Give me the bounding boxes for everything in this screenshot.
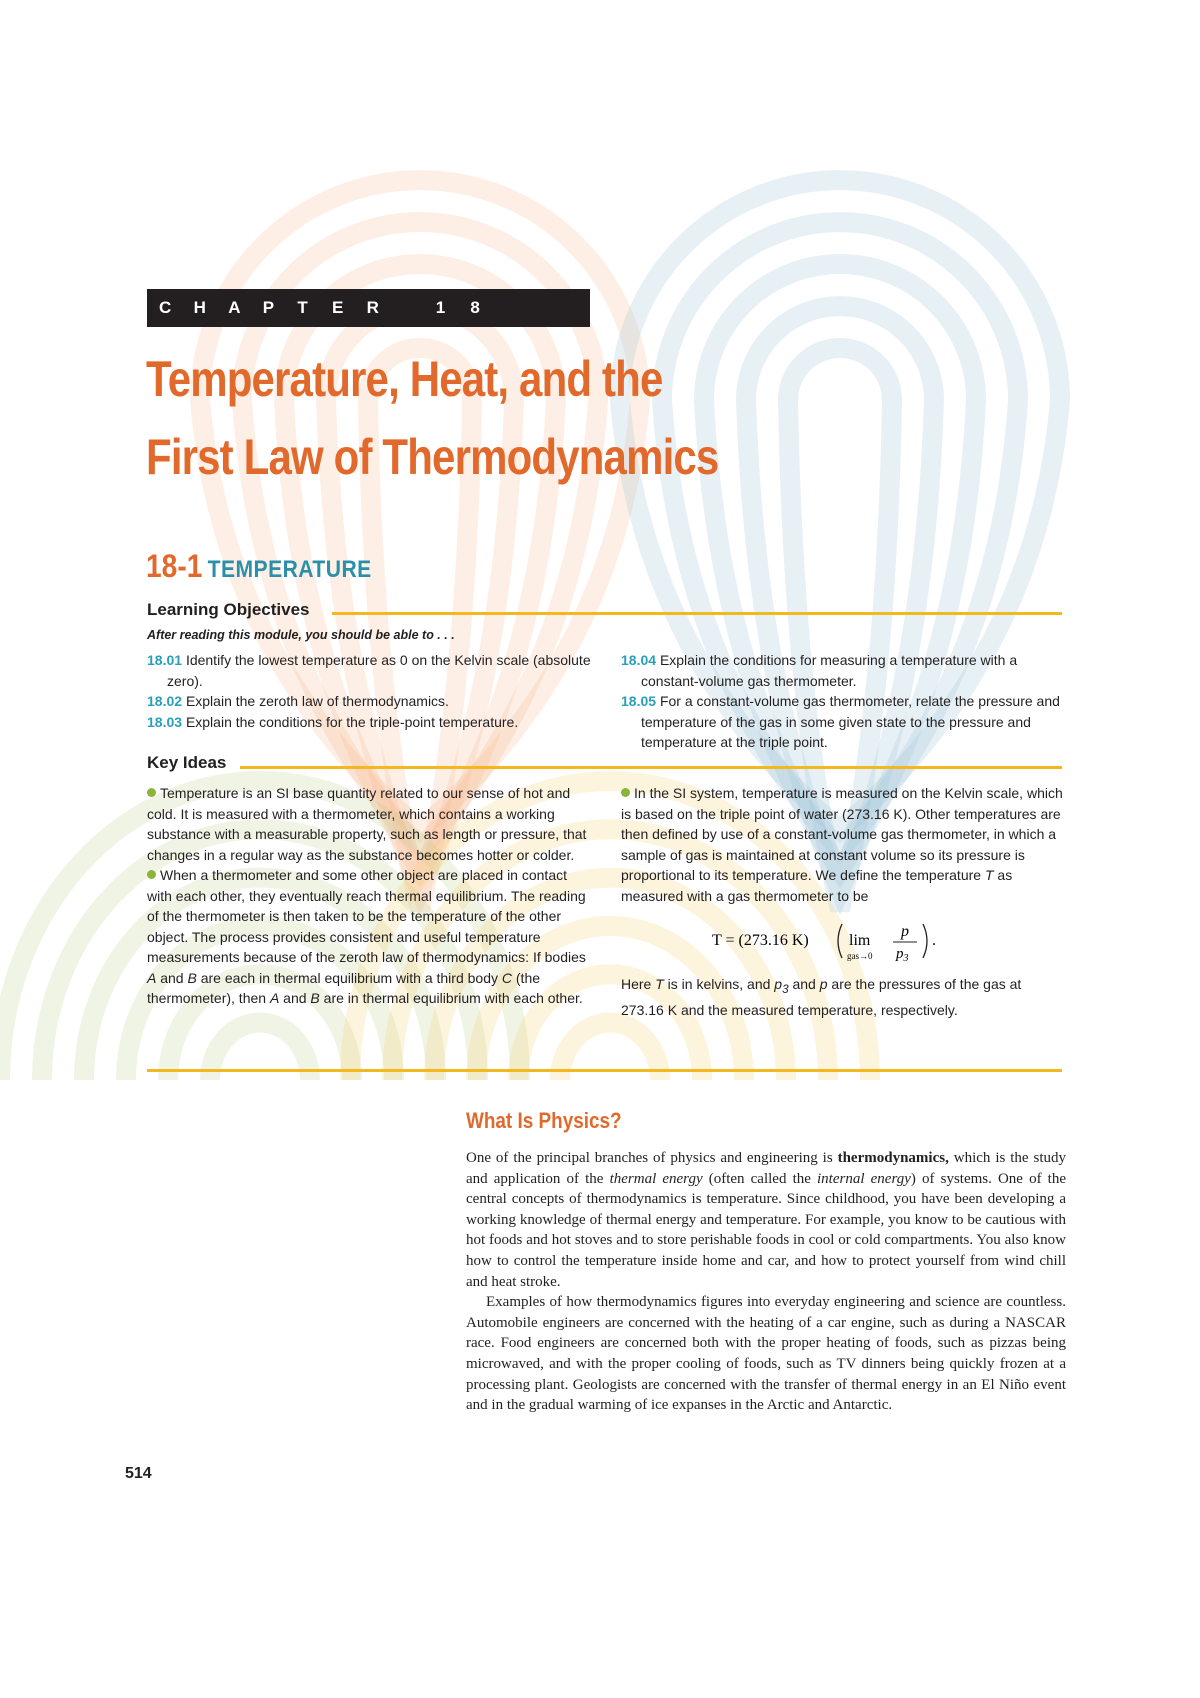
chapter-label-letter: 8 <box>470 298 480 317</box>
key-idea-text: In the SI system, temperature is measured on the Kelvin scale, which is based on the triple point of water (273.16 K). Other temperatures are then defined by use of a constant-volume gas thermometer, in which a sample of gas is maintained at constant volume so its pressure is proportional to its temperature. We define the temperature <box>621 785 1063 883</box>
equation-lim-sub: gas→0 <box>847 951 873 961</box>
learning-objectives-heading: Learning Objectives <box>147 600 310 619</box>
chapter-title <box>146 340 902 496</box>
objective-number: 18.04 <box>621 652 657 668</box>
equation-lhs: T = (273.16 K) <box>712 932 809 949</box>
chapter-title-line: First Law of Thermodynamics <box>146 429 719 485</box>
objective-number: 18.03 <box>147 713 183 730</box>
body-text-run: One of the principal branches of physics and engineering is <box>466 1150 838 1166</box>
bullet-icon <box>621 788 630 797</box>
key-ideas-right-column <box>621 783 1063 1021</box>
key-idea <box>147 783 594 865</box>
key-idea-text: are in thermal equilibrium with each other. <box>319 990 583 1006</box>
objective-text: Explain the conditions for measuring a temperature with a constant-volume gas thermometer. <box>641 652 1018 689</box>
objective-text: For a constant-volume gas thermometer, relate the pressure and temperature of the gas in some given state to the pressure and temperature at the triple point. <box>641 693 1060 750</box>
page-number: 514 <box>125 1465 152 1482</box>
chapter-label-letter: 1 <box>435 298 446 317</box>
objective-number: 18.05 <box>621 693 657 709</box>
chapter-label-letter: C <box>159 298 172 317</box>
key-idea <box>147 865 594 1009</box>
key-idea-text: and <box>279 990 311 1006</box>
var-a: A <box>269 990 280 1006</box>
body-text-run: which is the study and application of the <box>466 1150 1066 1187</box>
var-t: T <box>655 976 664 992</box>
key-idea-text: When a thermometer and some other object are placed in contact with each other, they eventually reach thermal equilibrium. The reading of the thermometer is then taken to be the temperature of the other object. The process provides consistent and useful temperature measurements because of the zeroth law of thermodynamics: If bodies <box>147 867 586 965</box>
module-heading <box>146 548 372 585</box>
objective-item <box>621 691 1061 753</box>
equation-graphic <box>712 918 972 964</box>
var-a: A <box>147 969 157 986</box>
objectives-left-column <box>147 650 597 732</box>
chapter-label-letter: P <box>262 298 275 317</box>
objective-item <box>147 691 597 712</box>
key-idea-text: is in kelvins, and <box>663 976 775 992</box>
section-rule <box>332 612 1062 615</box>
var-b: B <box>310 990 320 1006</box>
key-ideas-heading: Key Ideas <box>147 753 227 772</box>
equation-period: . <box>932 932 936 949</box>
what-is-physics-heading: What Is Physics? <box>466 1108 622 1133</box>
key-idea-text: and <box>156 969 188 986</box>
chapter-label-bar <box>147 289 590 327</box>
key-idea-text: and <box>788 976 820 992</box>
key-idea-continuation <box>621 974 1063 1021</box>
chapter-label-letter: H <box>193 298 206 317</box>
objective-text: Explain the zeroth law of thermodynamics. <box>185 693 449 709</box>
italic-term: internal energy <box>817 1170 911 1187</box>
chapter-label-letter: T <box>297 298 308 317</box>
var-t: T <box>984 867 994 883</box>
italic-term: thermal energy <box>609 1170 703 1187</box>
bullet-icon <box>147 788 156 797</box>
chapter-title-line: Temperature, Heat, and the <box>146 351 663 407</box>
var-b: B <box>187 969 197 986</box>
objective-text: Identify the lowest temperature as 0 on the Kelvin scale (absolute zero). <box>167 652 591 689</box>
bullet-icon <box>147 870 156 879</box>
equation-numerator: p <box>901 923 909 940</box>
objectives-intro: After reading this module, you should be able to . . . <box>147 628 455 642</box>
objective-item <box>147 712 597 733</box>
objective-number: 18.02 <box>147 693 183 709</box>
objective-item <box>147 650 597 691</box>
var-p3: $p_3$ <box>774 976 789 996</box>
key-idea-text: Temperature is an SI base quantity related to our sense of hot and cold. It is measured with a thermometer, which contains a working substance with a measurable property, such as length or pressure, that changes in a regular way as the substance becomes hotter or colder. <box>147 785 587 863</box>
module-title: TEMPERATURE <box>207 556 372 583</box>
body-text-run: ) of systems. One of the central concepts of thermodynamics is temperature. Since childhood, you have been developing a working knowledge of thermal energy and temperature. For example, you know to be cautious with hot foods and hot stoves and to store perishable foods in cool or cold compartments. You also know how to control the temperature inside home and car, and how to protect yourself from wind chill and heat stroke. <box>466 1170 1067 1290</box>
body-paragraph <box>466 1148 1066 1292</box>
key-idea <box>621 783 1063 906</box>
decorative-ring <box>200 180 640 830</box>
bold-term: thermodynamics, <box>837 1150 949 1166</box>
var-c: C <box>501 969 512 986</box>
chapter-label-letter: E <box>331 298 344 317</box>
body-paragraph: Examples of how thermodynamics figures into everyday engineering and science are countless. Automobile engineers are concerned with the heating of a car engine, such as during a NASCAR race. Food engineers are concerned both with the proper heating of foods, such as pizzas being microwaved, and with the proper cooling of foods, such as TV dinners being quickly frozen at a processing plant. Geologists are concerned with the transfer of thermal energy in an El Niño event and in the gradual warming of ice expanses in the Arctic and Antarctic. <box>466 1294 1066 1414</box>
objectives-right-column <box>621 650 1061 753</box>
right-paren <box>923 924 927 958</box>
objective-number: 18.01 <box>147 652 183 668</box>
section-rule <box>240 766 1062 769</box>
key-ideas-left-column <box>147 783 594 1009</box>
section-end-rule <box>147 1069 1062 1072</box>
key-idea-text: are the pressures of the gas at 273.16 K and the measured temperature, respectively. <box>621 976 1022 1019</box>
chapter-label-letter: A <box>228 298 241 317</box>
body-text-run: (often called the <box>702 1170 818 1187</box>
objective-item <box>621 650 1061 691</box>
key-idea-text: as measured with a gas thermometer to be <box>621 867 1013 904</box>
left-paren <box>838 924 842 958</box>
key-idea-text: (the thermometer), then <box>147 969 541 1006</box>
chapter-label-letter: R <box>366 298 379 317</box>
equation-lim: lim <box>849 932 871 949</box>
objective-text: Explain the conditions for the triple-point temperature. <box>185 713 519 730</box>
key-idea-text: Here <box>621 976 656 992</box>
equation-denominator: $p_3$ <box>896 946 909 964</box>
temperature-equation <box>621 918 1063 964</box>
what-is-physics-body <box>466 1148 1066 1416</box>
key-idea-text: are each in thermal equilibrium with a third body <box>196 969 502 986</box>
module-number: 18-1 <box>146 548 203 584</box>
var-p: p <box>819 976 828 992</box>
